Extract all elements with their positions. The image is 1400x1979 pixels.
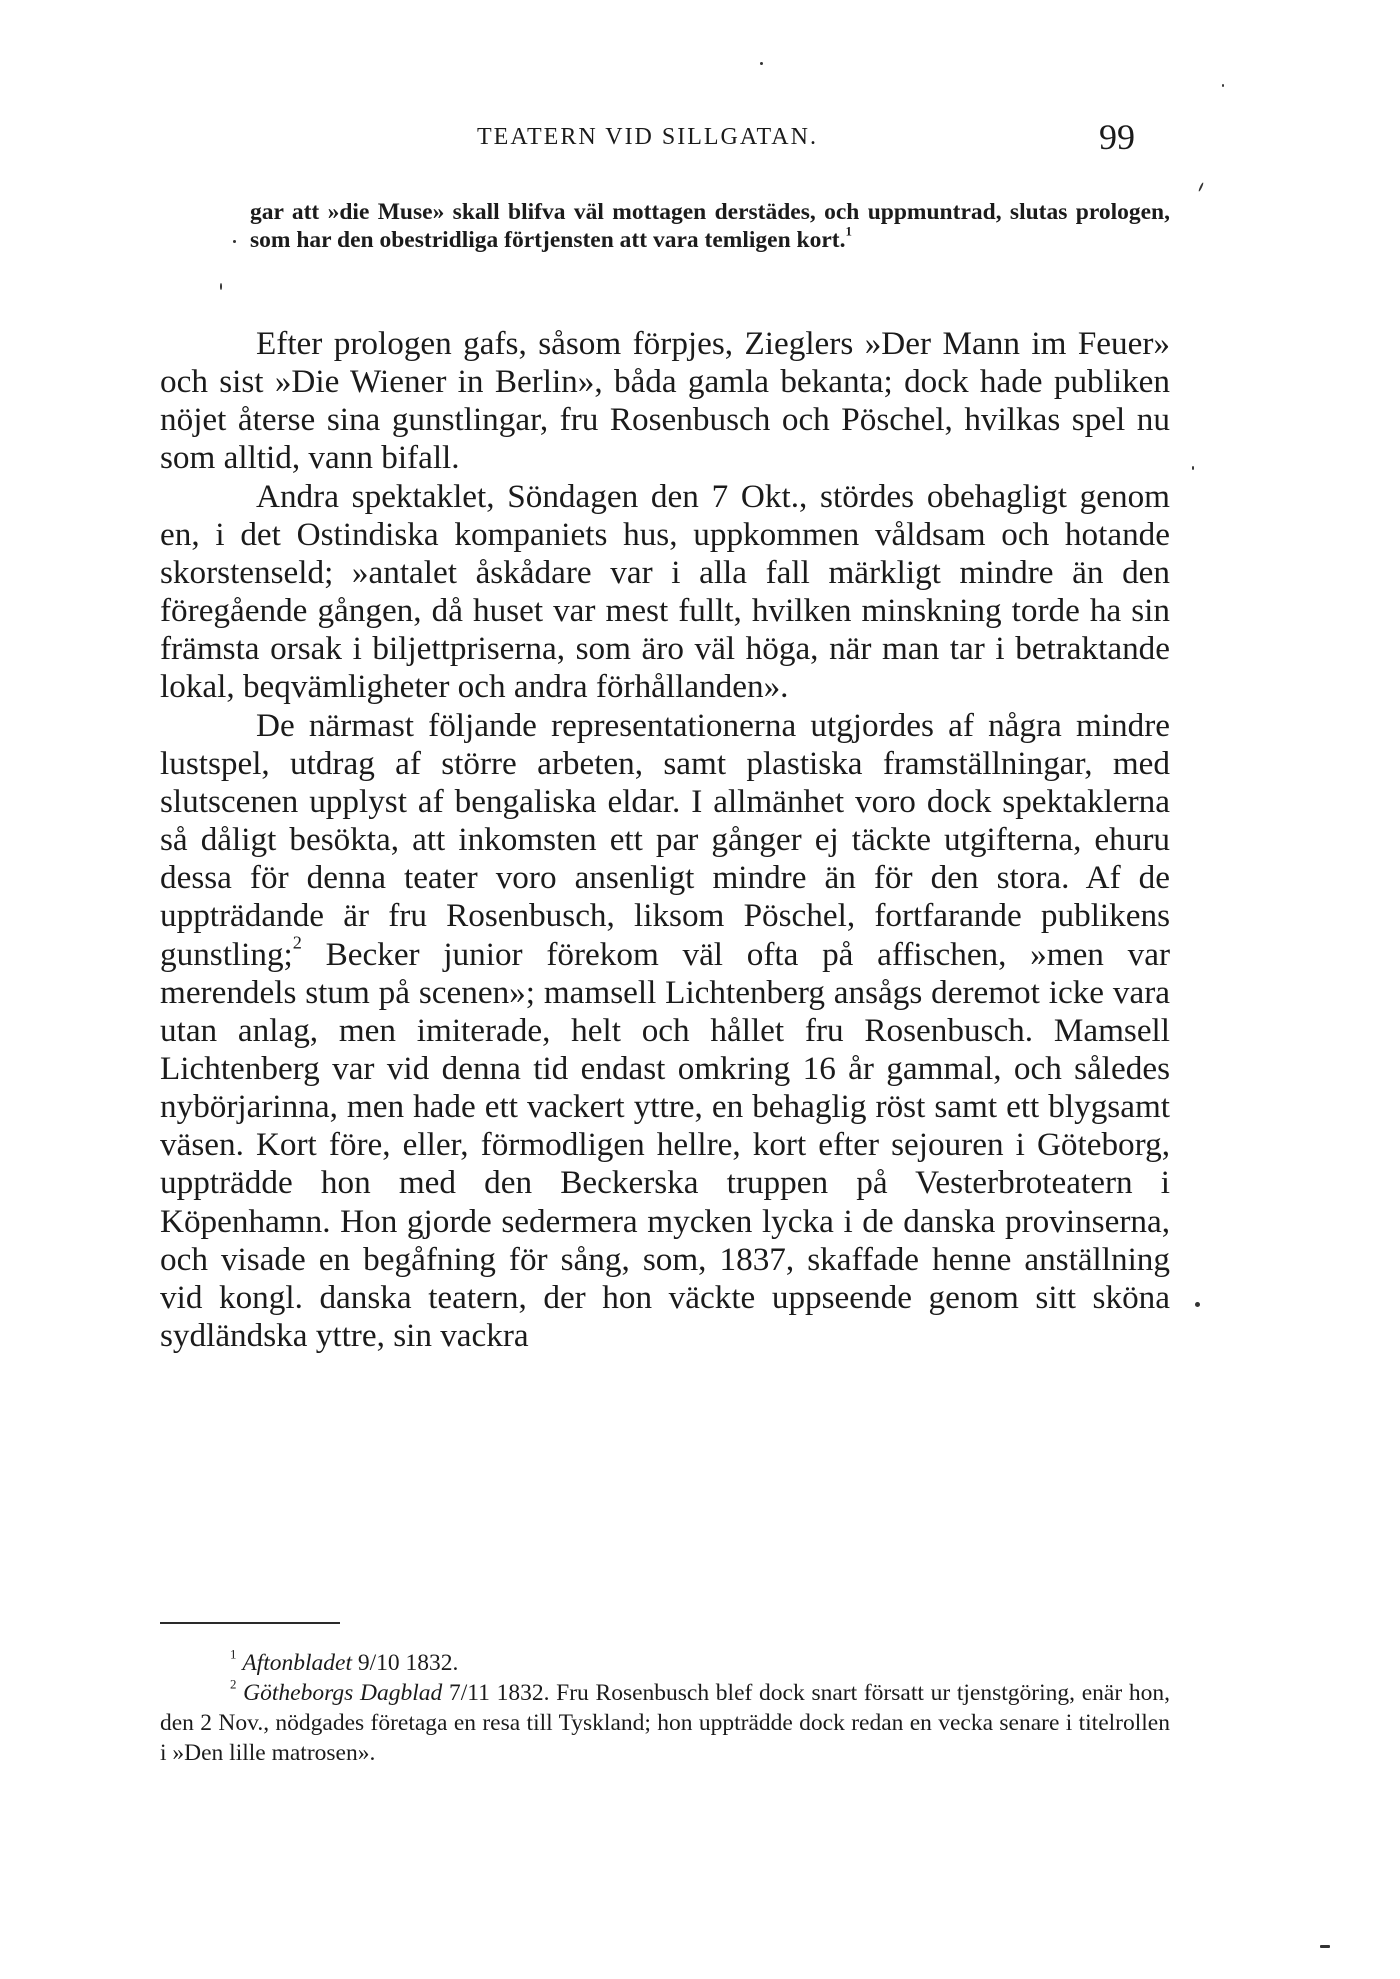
continuation-text: gar att »die Muse» skall blifva väl mottagen derstädes, och uppmuntrad, slutas prologen, som har den obestridliga förtjensten att vara temligen kort. <box>250 199 1170 253</box>
paragraph: Efter prologen gafs, såsom förpjes, Zieglers »Der Mann im Feuer» och sist »Die Wiener in Berlin», båda gamla bekanta; dock hade publiken nöjet återse sina gunstlingar, fru Rosenbusch och Pöschel, hvilkas spel nu som alltid, vann bifall. <box>160 325 1170 477</box>
footnote <box>160 1648 1170 1678</box>
footnote-source: Aftonbladet <box>242 1650 352 1676</box>
speck <box>233 240 236 243</box>
footnote-source: Götheborgs Dagblad <box>243 1680 443 1706</box>
footnote-mark: 2 <box>230 1676 237 1692</box>
footnote-mark: 1 <box>230 1646 237 1662</box>
paragraph-text: De närmast följande representationerna utgjordes af några mindre lustspel, utdrag af större arbeten, samt plastiska framställningar, med slutscenen upplyst af bengaliska eldar. I allmänhet voro dock spektaklerna så dåligt besökta, att inkomsten ett par gånger ej täckte utgifterna, ehuru dessa för denna teater voro ansenligt mindre än för den stora. Af de uppträdande är fru Rosenbusch, liksom Pöschel, fortfarande publikens gunstling; <box>160 706 1170 973</box>
speck <box>760 62 763 65</box>
footnote-ref-1: 1 <box>845 223 852 239</box>
footnote-separator <box>160 1622 340 1624</box>
footnote-ref-2: 2 <box>292 932 302 953</box>
running-head <box>160 118 1135 158</box>
paragraph: Andra spektaklet, Söndagen den 7 Okt., stördes obehagligt genom en, i det Ostindiska kompaniets hus, uppkommen våldsam och hotande skorstenseld; »antalet åskådare var i alla fall märkligt mindre än den föregående gången, då huset var mest fullt, hvilken minskning torde ha sin främsta orsak i biljettpriserna, som äro väl höga, när man tar i betraktande lokal, beqvämligheter och andra förhållanden». <box>160 477 1170 706</box>
paragraph <box>160 707 1170 1356</box>
quoted-continuation <box>250 198 1170 254</box>
footnote-date: 9/10 1832. <box>357 1650 459 1676</box>
speck <box>1320 1945 1330 1948</box>
speck <box>1222 84 1224 87</box>
speck <box>220 283 222 290</box>
speck <box>1195 1302 1200 1307</box>
footnote <box>160 1678 1170 1768</box>
footnote-text: Fru Rosenbusch blef dock snart försatt ur tjenstgöring, enär hon, den 2 Nov., nödgades företaga en resa till Tyskland; hon uppträdde dock redan en vecka senare i titelrollen i »Den lille matrosen». <box>160 1680 1170 1766</box>
paragraph-text: Becker junior förekom väl ofta på affischen, »men var merendels stum på scenen»; mamsell Lichtenberg ansågs deremot icke vara utan anlag, men imiterade, helt och hållet fru Rosenbusch. Mamsell Lichtenberg var vid denna tid endast omkring 16 år gammal, och således nybörjarinna, men hade ett vackert yttre, en behaglig röst samt ett blygsamt väsen. Kort före, eller, förmodligen hellre, kort efter sejouren i Göteborg, uppträdde hon med den Beckerska truppen på Vesterbroteatern i Köpenhamn. Hon gjorde sedermera mycken lycka i de danska provinserna, och visade en begåfning för sång, som, 1837, skaffade henne anställning vid kongl. danska teatern, der hon väckte uppseende genom sitt sköna sydländska yttre, sin vackra <box>160 935 1170 1355</box>
speck <box>1198 182 1204 192</box>
footnote-date: 7/11 1832. <box>448 1680 550 1706</box>
page-number: 99 <box>1099 117 1135 157</box>
running-title: TEATERN VID SILLGATAN. <box>477 124 818 150</box>
footnotes <box>160 1648 1170 1768</box>
speck <box>1192 466 1194 470</box>
body-text <box>160 325 1170 1355</box>
